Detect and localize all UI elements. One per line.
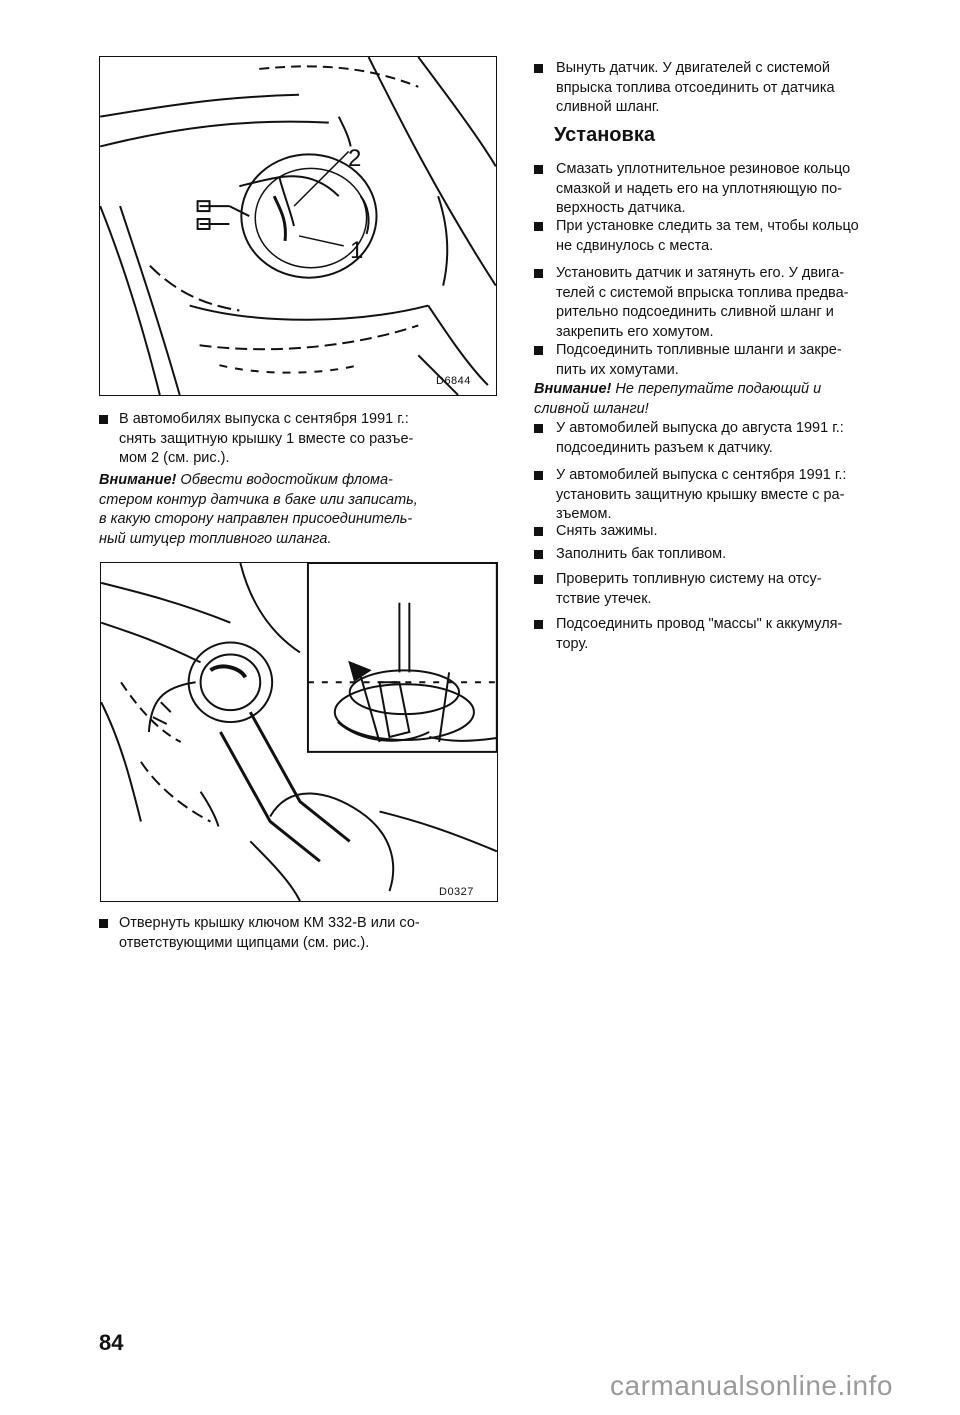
- warning-label: Внимание!: [534, 381, 612, 397]
- bullet-square: [534, 575, 543, 584]
- warning-text: Не перепутайте подающий и сливной шланги!: [534, 381, 822, 417]
- list-item: [99, 914, 503, 954]
- figure-code: D0327: [439, 886, 474, 898]
- bullet-square: [534, 424, 543, 433]
- figure-sensor-cover: [99, 56, 497, 396]
- bullet-square: [99, 415, 108, 424]
- bullet-square: [534, 64, 543, 73]
- bullet-square: [534, 346, 543, 355]
- list-item-text: У автомобилей выпуска до августа 1991 г.: подсоединить разъем к датчику.: [556, 420, 844, 456]
- list-item-text: Установить датчик и затянуть его. У двига- телей с системой впрыска топлива предва- рительно подсоединить сливной шланг и закрепить его хомутом.: [556, 265, 849, 340]
- callout-label: 1: [350, 237, 364, 264]
- list-item: [534, 217, 934, 257]
- figure-wrench-removal: [100, 562, 498, 902]
- bullet-square: [534, 165, 543, 174]
- bullet-square: [534, 550, 543, 559]
- list-item-text: Проверить топливную систему на отсу- тствие утечек.: [556, 571, 822, 607]
- list-item-text: Отвернуть крышку ключом КМ 332-В или со- ответствующими щипцами (см. рис.).: [119, 915, 420, 951]
- list-item: [534, 341, 934, 381]
- warning-note: [534, 380, 936, 419]
- list-item-text: Подсоединить топливные шланги и закре- пить их хомутами.: [556, 342, 842, 378]
- list-item: [534, 264, 934, 344]
- sensor-cover-drawing: [100, 57, 496, 395]
- bullet-square: [534, 222, 543, 231]
- list-item-text: В автомобилях выпуска с сентября 1991 г.: снять защитную крышку 1 вместе со разъе- мом 2 (см. рис.).: [119, 411, 414, 466]
- list-item: [534, 545, 934, 565]
- bullet-square: [534, 620, 543, 629]
- list-item: [534, 522, 934, 542]
- warning-note: [99, 471, 501, 549]
- page-number: 84: [99, 1330, 124, 1355]
- bullet-square: [99, 919, 108, 928]
- list-item: [99, 410, 499, 470]
- list-item-text: При установке следить за тем, чтобы кольцо не сдвинулось с места.: [556, 218, 859, 254]
- callout-label: 2: [348, 145, 362, 172]
- list-item: [534, 466, 934, 526]
- list-item-text: Смазать уплотнительное резиновое кольцо смазкой и надеть его на уплотняющую по- верхность датчика.: [556, 161, 851, 216]
- section-heading: Установка: [554, 124, 655, 146]
- bullet-square: [534, 269, 543, 278]
- figure-code: D6844: [436, 375, 471, 387]
- list-item-text: Вынуть датчик. У двигателей с системой впрыска топлива отсоединить от датчика сливной шланг.: [556, 60, 835, 115]
- watermark-text: carmanualsonline.info: [610, 1370, 893, 1401]
- wrench-removal-drawing: [101, 563, 497, 901]
- list-item: [534, 419, 934, 459]
- list-item-text: Заполнить бак топливом.: [556, 546, 727, 562]
- list-item: [534, 59, 934, 119]
- list-item-text: У автомобилей выпуска с сентября 1991 г.: установить защитную крышку вместе с ра- зъемом.: [556, 467, 847, 522]
- list-item-text: Снять зажимы.: [556, 523, 658, 539]
- list-item: [534, 615, 934, 655]
- bullet-square: [534, 527, 543, 536]
- list-item-text: Подсоединить провод "массы" к аккумуля- тору.: [556, 616, 843, 652]
- warning-label: Внимание!: [99, 472, 177, 488]
- list-item: [534, 160, 934, 220]
- bullet-square: [534, 471, 543, 480]
- list-item: [534, 570, 934, 610]
- warning-text: Обвести водостойким флома- стером контур датчика в баке или записать, в какую сторону направлен присоединитель- ный штуцер топливного шланга.: [99, 472, 418, 547]
